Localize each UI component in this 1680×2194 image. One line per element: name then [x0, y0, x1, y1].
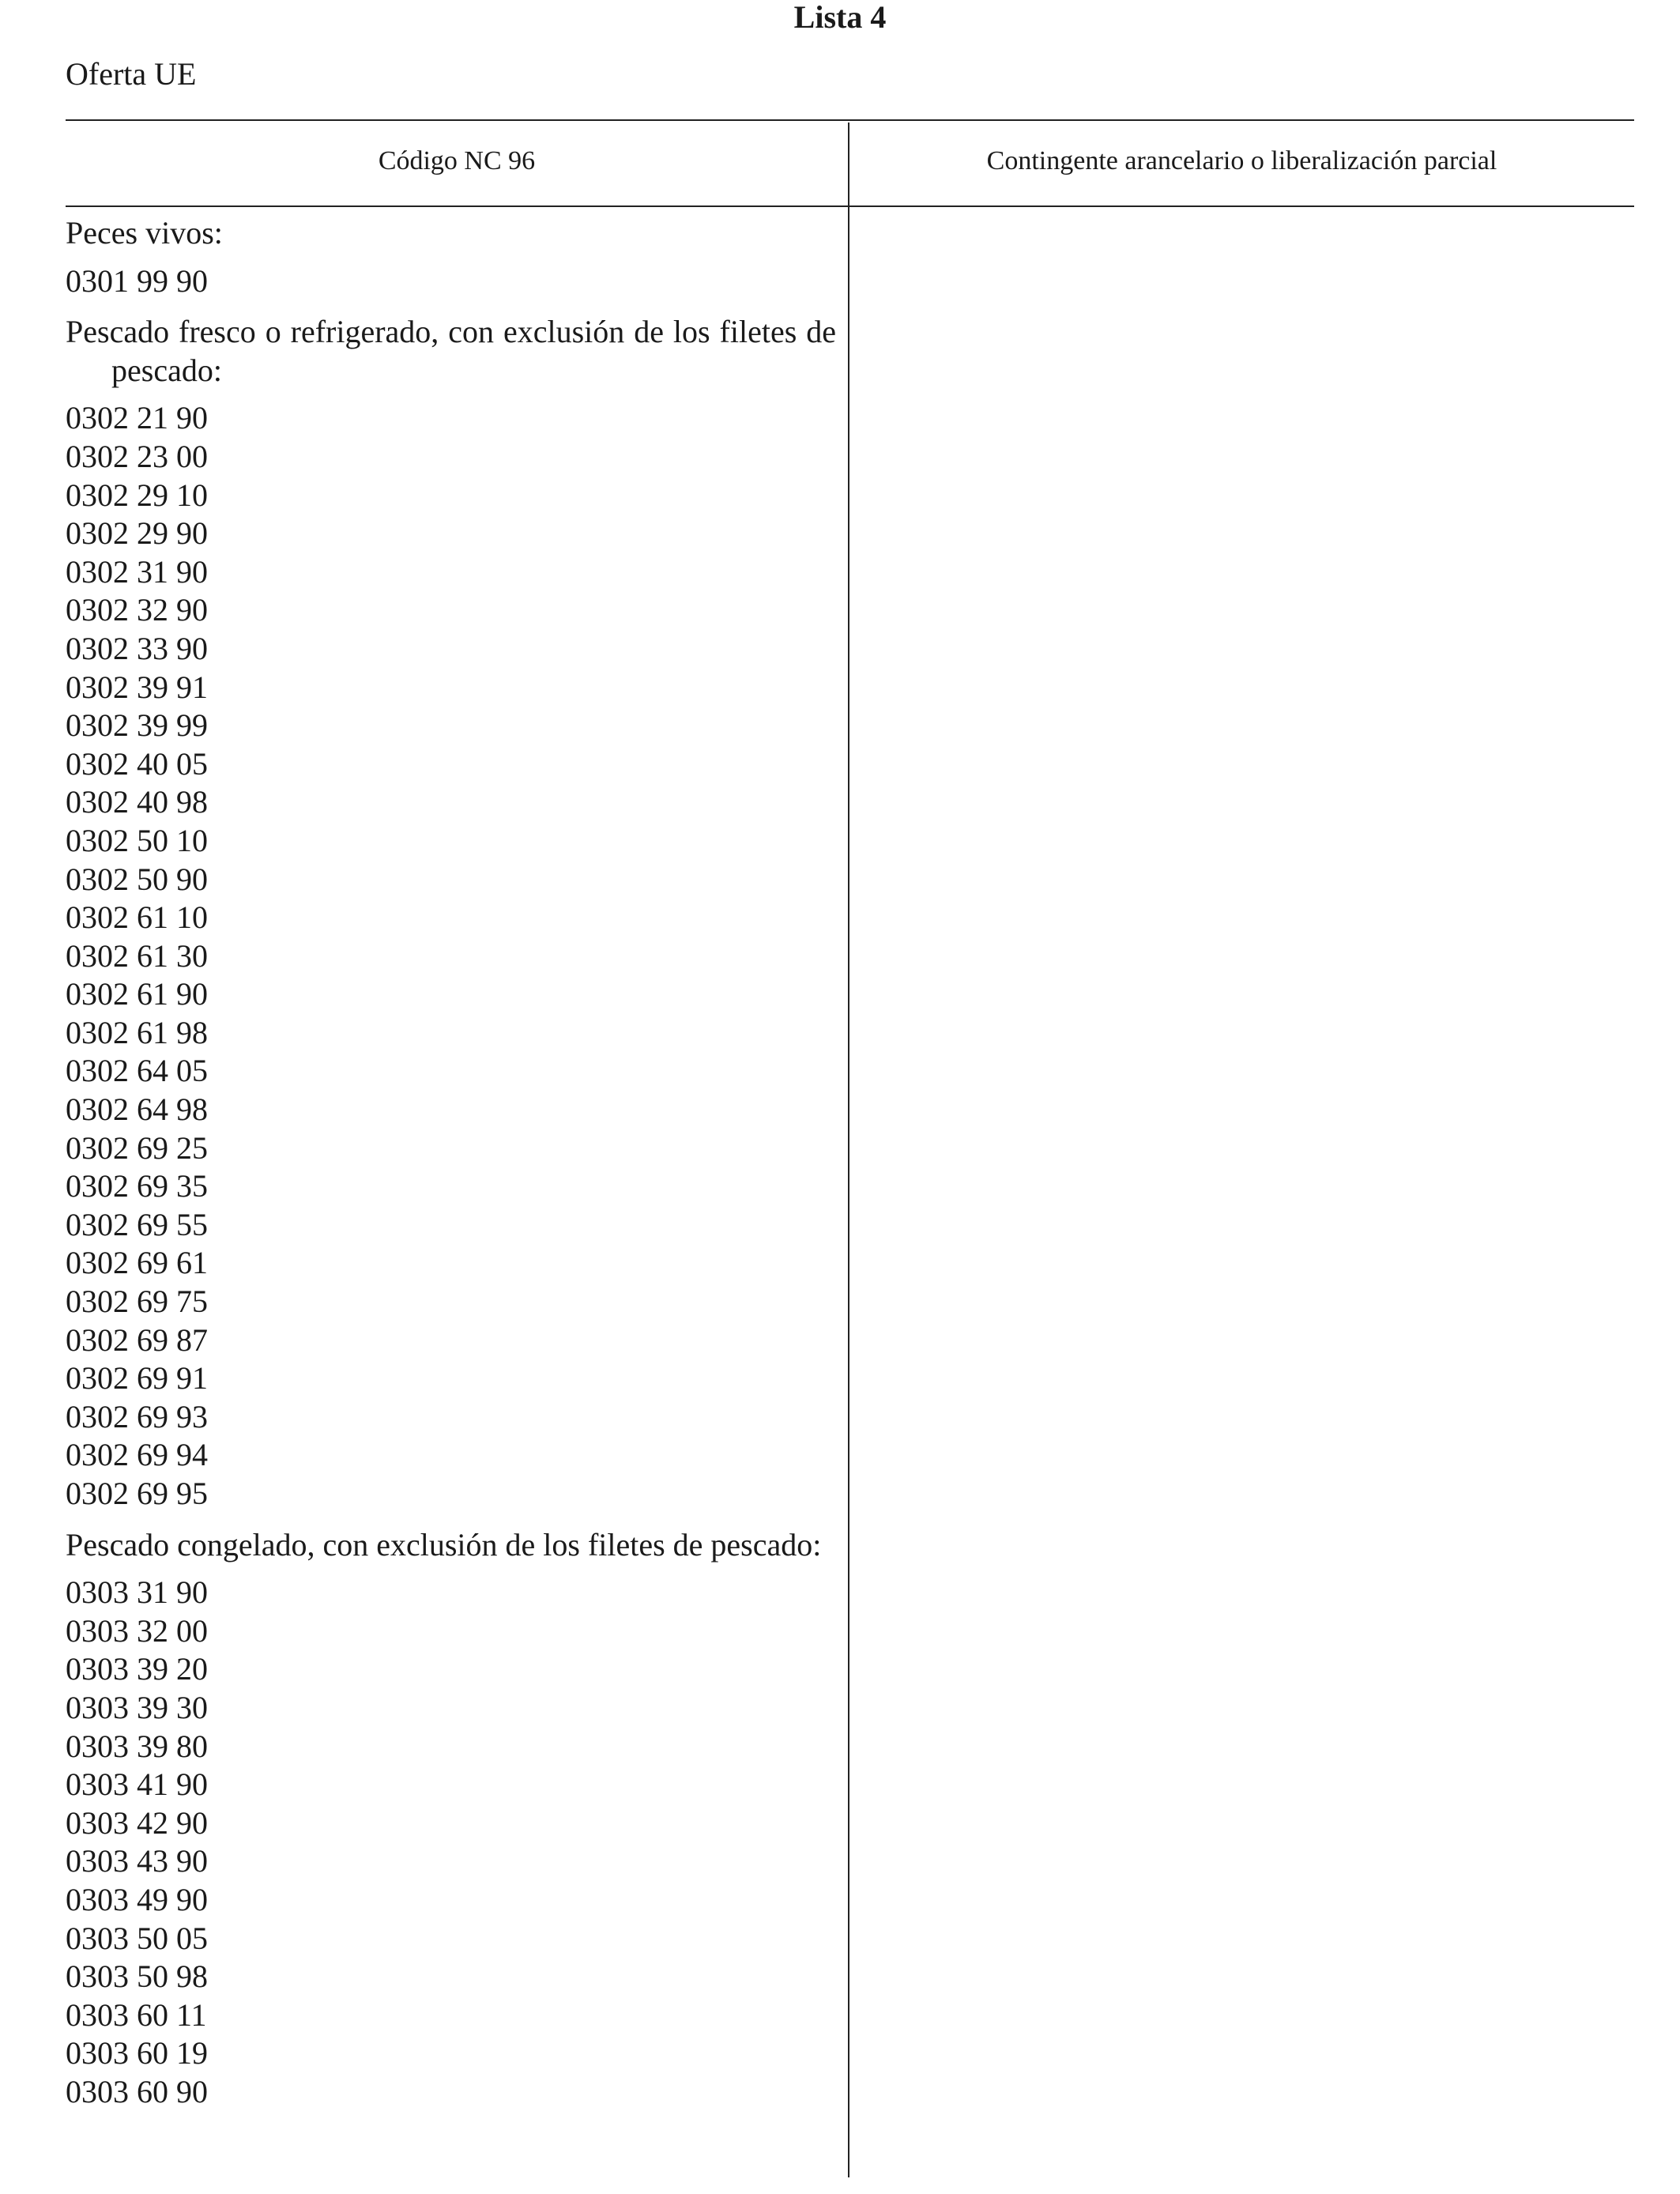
group-title: Pescado congelado, con exclusión de los filetes de pescado:: [66, 1526, 822, 1563]
code-group: [66, 1526, 836, 2112]
cn-code: 0302 32 90: [66, 592, 208, 628]
cn-code: 0302 39 91: [66, 669, 208, 705]
cn-code: 0303 50 05: [66, 1920, 208, 1956]
code-group: [66, 214, 836, 300]
cn-code: 0302 69 94: [66, 1437, 208, 1473]
cn-code: 0302 69 91: [66, 1360, 208, 1397]
cn-code: 0302 31 90: [66, 553, 208, 590]
cn-code: 0302 69 55: [66, 1206, 208, 1242]
cn-code: 0302 69 87: [66, 1321, 208, 1358]
cn-code: 0303 39 20: [66, 1651, 208, 1687]
cn-code: 0303 32 00: [66, 1612, 208, 1649]
column-header-code: Código NC 96: [378, 146, 536, 175]
cn-code: 0303 49 90: [66, 1881, 208, 1917]
cn-code: 0302 39 99: [66, 707, 208, 744]
code-list: [66, 262, 836, 301]
cn-code: 0302 64 98: [66, 1091, 208, 1128]
cn-code: 0303 60 11: [66, 1996, 207, 2033]
code-column: [66, 214, 836, 2112]
cn-code: 0302 61 90: [66, 976, 208, 1012]
cn-code: 0302 23 00: [66, 438, 208, 474]
cn-code: 0302 40 98: [66, 784, 208, 820]
cn-code: 0303 60 90: [66, 2073, 208, 2109]
cn-code: 0302 33 90: [66, 630, 208, 666]
page-title: Lista 4: [793, 0, 887, 35]
cn-code: 0302 29 90: [66, 515, 208, 552]
cn-code: 0301 99 90: [66, 262, 208, 299]
column-header-quota: Contingente arancelario o liberalización parcial: [986, 146, 1497, 175]
cn-code: 0302 69 61: [66, 1245, 208, 1281]
cn-code: 0303 43 90: [66, 1843, 208, 1879]
cn-code: 0302 69 75: [66, 1284, 208, 1320]
group-title: Peces vivos:: [66, 215, 223, 251]
cn-code: 0302 29 10: [66, 477, 208, 513]
cn-code: 0303 39 80: [66, 1728, 208, 1764]
cn-code: 0302 50 10: [66, 822, 208, 858]
cn-code: 0302 61 10: [66, 899, 208, 936]
cn-code: 0303 39 30: [66, 1689, 208, 1725]
cn-code: 0303 60 19: [66, 2035, 208, 2071]
cn-code: 0303 31 90: [66, 1574, 208, 1611]
cn-code: 0302 50 90: [66, 861, 208, 897]
table-header-rule: [66, 205, 1634, 207]
cn-code: 0303 50 98: [66, 1958, 208, 1995]
column-divider: [848, 123, 849, 2177]
cn-code: 0302 21 90: [66, 400, 208, 436]
group-title: Pescado fresco o refrigerado, con exclusión de los filetes de pescado:: [66, 314, 836, 388]
table-top-rule: [66, 119, 1634, 121]
cn-code: 0302 69 25: [66, 1129, 208, 1166]
cn-code: 0303 42 90: [66, 1804, 208, 1841]
cn-code: 0302 40 05: [66, 745, 208, 782]
cn-code: 0302 69 95: [66, 1476, 208, 1511]
cn-code: 0302 69 93: [66, 1398, 208, 1434]
page-subtitle: Oferta UE: [66, 56, 197, 92]
cn-code: 0302 61 98: [66, 1014, 208, 1050]
cn-code: 0302 69 35: [66, 1168, 208, 1204]
code-group: [66, 313, 836, 1513]
code-list: [66, 399, 836, 1513]
code-list: [66, 1574, 836, 2111]
cn-code: 0302 61 30: [66, 937, 208, 974]
cn-code: 0302 64 05: [66, 1053, 208, 1089]
cn-code: 0303 41 90: [66, 1766, 208, 1803]
